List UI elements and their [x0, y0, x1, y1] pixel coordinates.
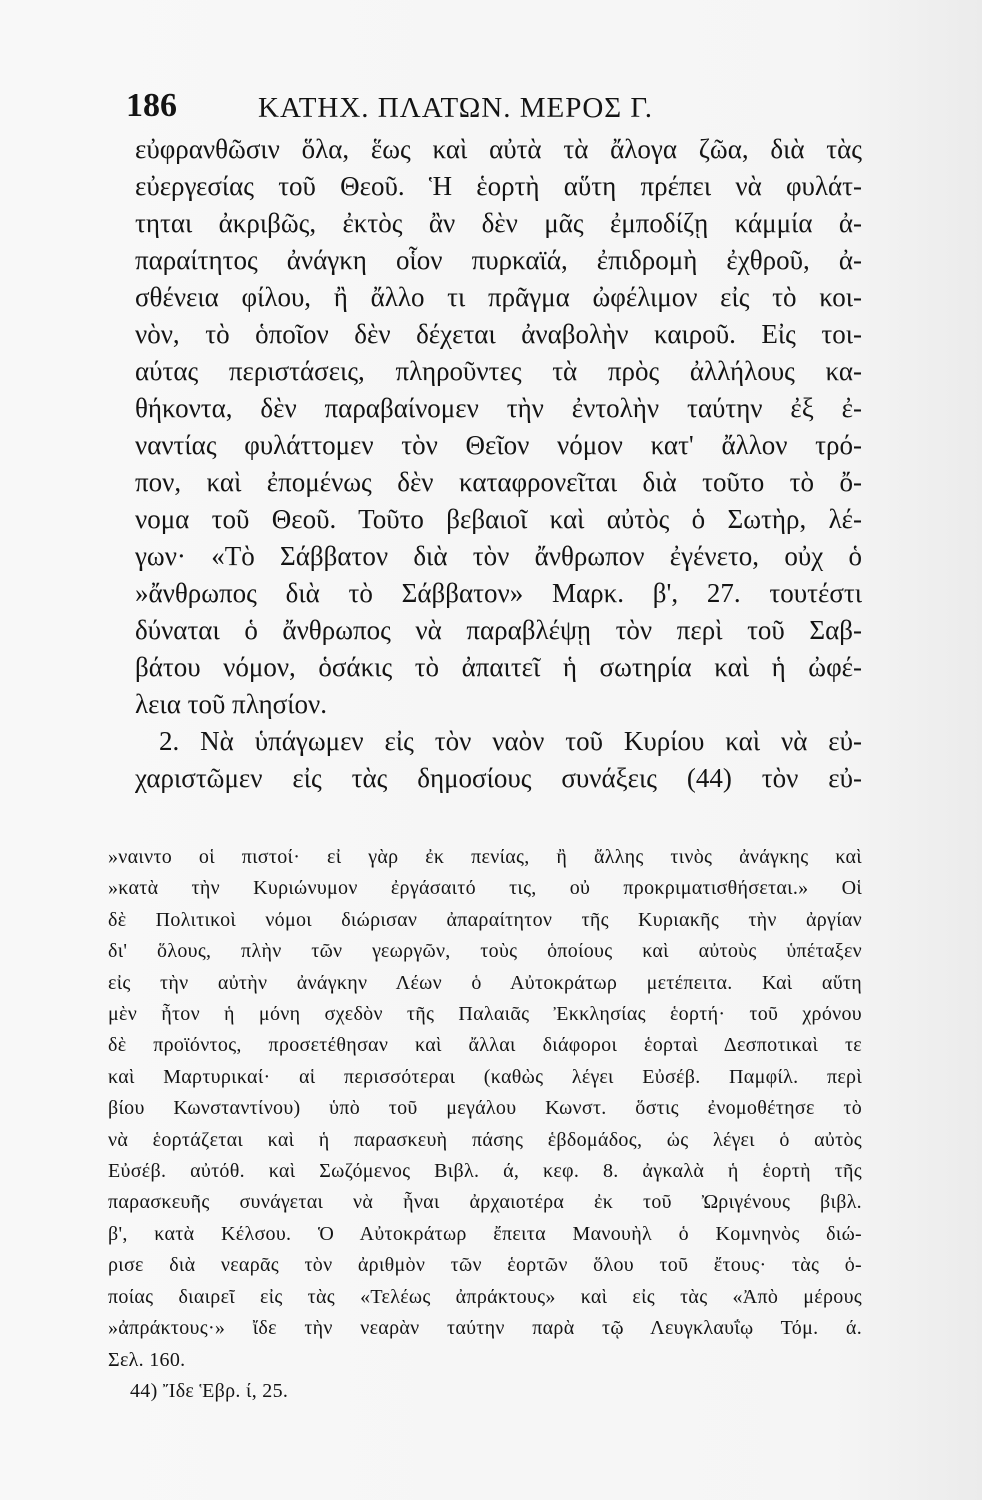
footnote-line-7: δὲ προϊόντος, προσετέθησαν καὶ ἄλλαι διάφοροι ἑορταὶ Δεσποτικαὶ τε	[108, 1034, 862, 1057]
body-line-16: λεια τοῦ πλησίον.	[135, 689, 327, 719]
footnote-line-15: ποίας διαιρεῖ εἰς τὰς «Τελέως ἀπράκτους» καὶ εἰς τὰς «Ἀπὸ μέρους	[108, 1285, 862, 1308]
body-line-3: τηται ἀκριβῶς, ἐκτὸς ἂν δὲν μᾶς ἐμποδίζῃ κάμμία ἀ-	[135, 208, 862, 238]
footnote-line-8: καὶ Μαρτυρικαί· αἱ περισσότεραι (καθὼς λέγει Εὐσέβ. Παμφίλ. περὶ	[108, 1065, 862, 1088]
body-line-9: ναντίας φυλάττομεν τὸν Θεῖον νόμον κατ' ἄλλον τρό-	[135, 430, 862, 460]
footnote-line-16: »ἀπράκτους·» ἴδε τὴν νεαρὰν ταύτην παρὰ τῷ Λευγκλαυΐῳ Τόμ. ά.	[108, 1317, 862, 1340]
footnotes	[108, 842, 862, 1407]
page-number: 186	[126, 87, 177, 124]
body-line-13: »ἄνθρωπος διὰ τὸ Σάββατον» Μαρκ. β', 27. τουτέστι	[135, 578, 862, 608]
body-line-8: θήκοντα, δὲν παραβαίνομεν τὴν ἐντολὴν ταύτην ἐξ ἐ-	[135, 393, 862, 423]
body-line-7: αύτας περιστάσεις, πληροῦντες τὰ πρὸς ἀλλήλους κα-	[135, 356, 862, 386]
body-line-10: πον, καὶ ἐπομένως δὲν καταφρονεῖται διὰ τοῦτο τὸ ὄ-	[135, 467, 862, 497]
footnote-44: 44) Ἴδε Ἑβρ. ί, 25.	[130, 1379, 289, 1402]
body-line-14: δύναται ὁ ἄνθρωπος νὰ παραβλέψῃ τὸν περὶ τοῦ Σαβ-	[135, 615, 862, 645]
footnote-line-12: παρασκευῆς συνάγεται νὰ ἦναι ἀρχαιοτέρα ἐκ τοῦ Ὠριγένους βιβλ.	[108, 1191, 862, 1214]
body-line-2: εὐεργεσίας τοῦ Θεοῦ. Ἡ ἑορτὴ αὕτη πρέπει νὰ φυλάτ-	[135, 171, 862, 201]
footnote-line-13: β', κατὰ Κέλσου. Ὁ Αὐτοκράτωρ ἔπειτα Μανουὴλ ὁ Κομνηνὸς διώ-	[108, 1222, 862, 1245]
body-line-11: νομα τοῦ Θεοῦ. Τοῦτο βεβαιοῖ καὶ αὐτὸς ὁ Σωτὴρ, λέ-	[135, 504, 862, 534]
footnote-line-4: δι' ὅλους, πλὴν τῶν γεωργῶν, τοὺς ὁποίους καὶ αὐτοὺς ὑπέταξεν	[108, 940, 862, 963]
body-line-15: βάτου νόμον, ὁσάκις τὸ ἀπαιτεῖ ἡ σωτηρία καὶ ἡ ὠφέ-	[135, 652, 862, 682]
body-line-12: γων· «Τὸ Σάββατον διὰ τὸν ἄνθρωπον ἐγένετο, οὐχ ὁ	[135, 541, 862, 571]
body-line-5: σθένεια φίλου, ἢ ἄλλο τι πρᾶγμα ὠφέλιμον εἰς τὸ κοι-	[135, 282, 862, 312]
footnote-line-6: μὲν ἦτον ἡ μόνη σχεδὸν τῆς Παλαιᾶς Ἐκκλησίας ἑορτή· τοῦ χρόνου	[108, 1003, 862, 1026]
footnote-line-17: Σελ. 160.	[108, 1348, 186, 1371]
footnote-line-10: νὰ ἑορτάζεται καὶ ἡ παρασκευὴ πάσης ἑβδομάδος, ὡς λέγει ὁ αὐτὸς	[108, 1128, 862, 1151]
body-line-17: 2. Νὰ ὑπάγωμεν εἰς τὸν ναὸν τοῦ Κυρίου καὶ νὰ εὐ-	[159, 726, 862, 756]
body-line-6: νὸν, τὸ ὁποῖον δὲν δέχεται ἀναβολὴν καιροῦ. Εἰς τοι-	[135, 319, 862, 349]
footnote-line-11: Εὐσέβ. αὐτόθ. καὶ Σωζόμενος Βιβλ. ά, κεφ. 8. ἀγκαλὰ ἡ ἑορτὴ τῆς	[108, 1160, 862, 1183]
body-line-4: παραίτητος ἀνάγκη οἷον πυρκαϊά, ἐπιδρομὴ ἐχθροῦ, ἀ-	[135, 245, 862, 275]
footnote-line-14: ρισε διὰ νεαρᾶς τὸν ἀριθμὸν τῶν ἑορτῶν ὅλου τοῦ ἔτους· τὰς ὁ-	[108, 1254, 862, 1277]
footnote-line-1: »ναιντο οἱ πιστοί· εἰ γὰρ ἐκ πενίας, ἢ ἄλλης τινὸς ἀνάγκης καὶ	[108, 846, 862, 868]
body-line-18: χαριστῶμεν εἰς τὰς δημοσίους συνάξεις (44) τὸν εὐ-	[135, 763, 862, 793]
footnote-line-9: βίου Κωνσταντίνου) ὑπὸ τοῦ μεγάλου Κωνστ. ὅστις ἐνομοθέτησε τὸ	[108, 1097, 862, 1120]
footnote-line-3: δὲ Πολιτικοὶ νόμοι διώρισαν ἀπαραίτητον τῆς Κυριακῆς τὴν ἀργίαν	[108, 908, 862, 931]
running-title: ΚΑΤΗΧ. ΠΛΑΤΩΝ. ΜΕΡΟΣ Γ.	[258, 92, 653, 124]
footnote-line-2: »κατὰ τὴν Κυριώνυμον ἐργάσαιτό τις, οὐ προκριματισθήσεται.» Οἱ	[108, 877, 862, 900]
footnote-line-5: εἰς τὴν αὐτὴν ἀνάγκην Λέων ὁ Αὐτοκράτωρ μετέπειτα. Καὶ αὕτη	[108, 971, 862, 994]
body-line-1: εὐφρανθῶσιν ὅλα, ἕως καὶ αὐτὰ τὰ ἄλογα ζῶα, διὰ τὰς	[135, 134, 862, 164]
body-text	[135, 131, 862, 797]
